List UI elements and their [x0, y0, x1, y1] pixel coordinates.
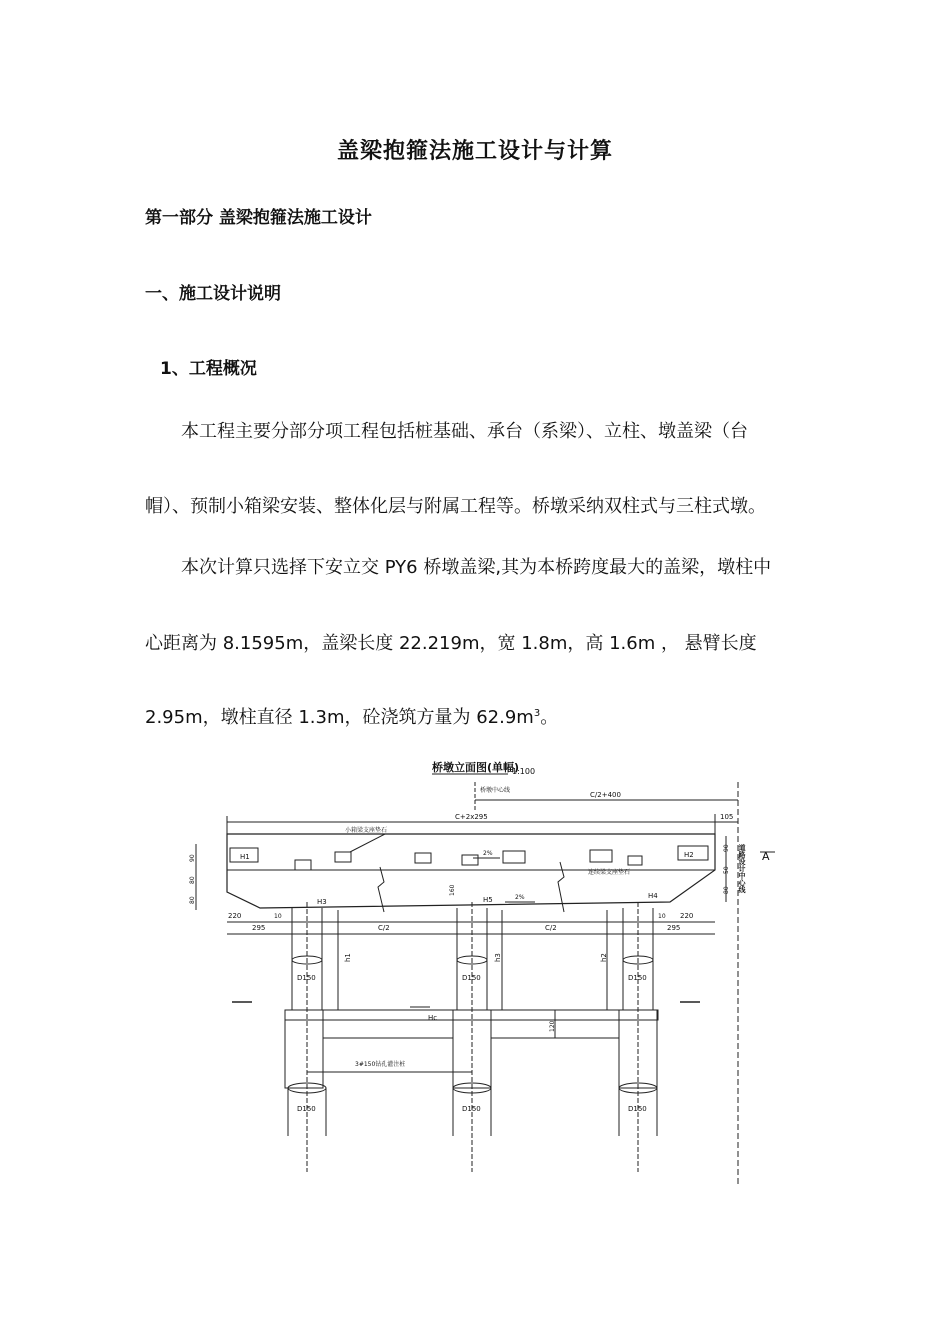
part-heading: 第一部分 盖梁抱箍法施工设计 [145, 208, 372, 228]
para2-line2: 心距离为 8.1595m，盖梁长度 22.219m，宽 1.8m，高 1.6m ， 悬臂长度 [145, 633, 757, 654]
section-heading: 一、施工设计说明 [145, 284, 281, 304]
dim-220-left: 220 [228, 912, 242, 920]
dim-overall: C+2x295 [455, 813, 488, 821]
document-title: 盖梁抱箍法施工设计与计算 [336, 139, 613, 164]
label-hc: Hc [428, 1014, 438, 1022]
dim-10-left: 10 [274, 913, 282, 920]
dim-right-edge: 105 [720, 813, 734, 821]
center-line-label: 桥墩中心线 [480, 787, 511, 794]
dim-half-plus: C/2+400 [590, 791, 621, 799]
dim-80-left-a: 80 [189, 876, 196, 884]
dim-half-left: C/2 [378, 924, 390, 932]
label-col-h2: h2 [600, 953, 608, 962]
subsection-heading: 1、工程概况 [160, 359, 257, 379]
dim-50-right: 50 [723, 866, 730, 874]
column-mid [457, 902, 487, 1172]
leader-small [350, 834, 385, 852]
label-slope1: 2% [483, 850, 493, 857]
label-d120: 120 [549, 1020, 556, 1032]
dim-295-left: 295 [252, 924, 266, 932]
dim-80-left-b: 80 [189, 896, 196, 904]
section-mark-a: A [762, 850, 770, 863]
label-h4: H4 [648, 892, 658, 900]
dim-10-right: 10 [658, 913, 666, 920]
bearing-5 [503, 851, 525, 863]
label-h1: H1 [240, 853, 250, 861]
road-center-label: 道路设计中心线 [738, 844, 746, 893]
bearing-6 [590, 850, 612, 862]
label-d150-b: D150 [462, 974, 481, 982]
dim-160: 160 [449, 884, 456, 896]
label-d150-a: D150 [297, 974, 316, 982]
dim-half-right: C/2 [545, 924, 557, 932]
pier-elevation-drawing [170, 752, 790, 1192]
para2-line3-text: 2.95m，墩柱直径 1.3m，砼浇筑方量为 62.9m [145, 707, 534, 728]
label-support-small: 小箱梁支座垫石 [345, 827, 388, 834]
dim-90-left: 90 [189, 854, 196, 862]
column-left [292, 902, 322, 1172]
label-col-h1: h1 [344, 953, 352, 962]
label-pile-note: 3#150钻孔灌注桩 [355, 1061, 406, 1068]
pile-cap-left [285, 1010, 323, 1088]
label-col-h3: h3 [494, 953, 502, 962]
bearing-3 [415, 853, 431, 863]
label-h3: H3 [317, 898, 327, 906]
figure-scale: 1:100 [512, 767, 536, 776]
label-h5: H5 [483, 896, 493, 904]
column-right [623, 902, 653, 1172]
label-d150-d: D150 [297, 1105, 316, 1113]
bearing-4 [462, 855, 478, 865]
dim-220-right: 220 [680, 912, 694, 920]
figure-title: 桥墩立面图(单幅) [432, 761, 520, 774]
dim-80-right: 80 [723, 886, 730, 894]
para2-line3-end: 。 [540, 707, 559, 728]
para1-line1: 本工程主要分部分项工程包括桩基础、承台（系梁）、立柱、墩盖梁（台 [181, 421, 748, 442]
bearing-2 [335, 852, 351, 862]
break-mark-left [378, 867, 384, 912]
bearing-7 [628, 856, 642, 865]
para2-line1: 本次计算只选择下安立交 PY6 桥墩盖梁,其为本桥跨度最大的盖梁，墩柱中 [181, 557, 772, 578]
bearing-1 [295, 860, 311, 870]
cubic-superscript: 3 [533, 708, 541, 719]
label-d150-f: D150 [628, 1105, 647, 1113]
label-d150-c: D150 [628, 974, 647, 982]
dim-90-right: 90 [723, 844, 730, 852]
label-support-big: 连续梁支座垫石 [588, 869, 631, 876]
label-h2: H2 [684, 851, 694, 859]
para1-line2: 帽）、预制小箱梁安装、整体化层与附属工程等。桥墩采纳双柱式与三柱式墩。 [145, 496, 766, 517]
label-slope2: 2% [515, 894, 525, 901]
pier-elevation-svg [170, 752, 790, 1192]
cap-beam [227, 834, 715, 908]
para2-line3 [145, 703, 558, 729]
label-d150-e: D150 [462, 1105, 481, 1113]
dim-295-right: 295 [667, 924, 681, 932]
